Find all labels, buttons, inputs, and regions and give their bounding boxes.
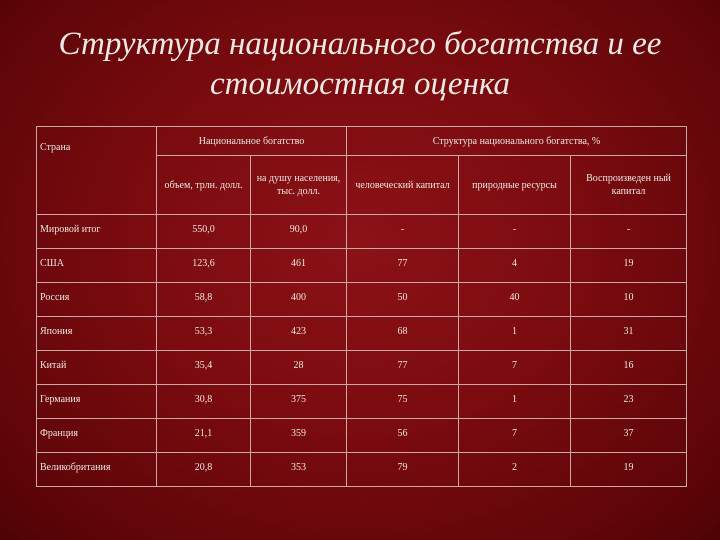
cell-natural-resources: 7	[459, 351, 571, 385]
header-country: Страна	[37, 127, 157, 215]
cell-country: Мировой итог	[37, 215, 157, 249]
cell-reproduced-capital: 31	[571, 317, 687, 351]
cell-human-capital: 56	[347, 419, 459, 453]
table-row	[37, 317, 687, 351]
table-row	[37, 249, 687, 283]
cell-reproduced-capital: 37	[571, 419, 687, 453]
header-volume: объем, трлн. долл.	[157, 156, 251, 215]
table-row	[37, 419, 687, 453]
table-row	[37, 215, 687, 249]
cell-natural-resources: 7	[459, 419, 571, 453]
cell-natural-resources: 40	[459, 283, 571, 317]
cell-per-capita: 359	[251, 419, 347, 453]
cell-country: Германия	[37, 385, 157, 419]
table-row	[37, 385, 687, 419]
table-row	[37, 453, 687, 487]
cell-volume: 20,8	[157, 453, 251, 487]
cell-human-capital: -	[347, 215, 459, 249]
slide-title-line-1: Структура национального богатства и ее	[58, 26, 662, 62]
cell-human-capital: 77	[347, 249, 459, 283]
cell-natural-resources: 2	[459, 453, 571, 487]
cell-per-capita: 375	[251, 385, 347, 419]
cell-human-capital: 68	[347, 317, 459, 351]
cell-human-capital: 50	[347, 283, 459, 317]
table-header-row	[37, 127, 687, 156]
cell-natural-resources: -	[459, 215, 571, 249]
cell-country: США	[37, 249, 157, 283]
cell-per-capita: 461	[251, 249, 347, 283]
cell-reproduced-capital: 16	[571, 351, 687, 385]
header-reproduced-capital: Воспроизведен ный капитал	[571, 156, 687, 215]
table-body	[37, 215, 687, 487]
header-human-capital: человеческий капитал	[347, 156, 459, 215]
cell-per-capita: 353	[251, 453, 347, 487]
cell-per-capita: 28	[251, 351, 347, 385]
cell-human-capital: 75	[347, 385, 459, 419]
cell-natural-resources: 1	[459, 317, 571, 351]
cell-natural-resources: 1	[459, 385, 571, 419]
cell-reproduced-capital: 23	[571, 385, 687, 419]
cell-volume: 30,8	[157, 385, 251, 419]
cell-country: Великобритания	[37, 453, 157, 487]
cell-volume: 53,3	[157, 317, 251, 351]
header-per-capita: на душу населения, тыс. долл.	[251, 156, 347, 215]
cell-volume: 21,1	[157, 419, 251, 453]
cell-volume: 550,0	[157, 215, 251, 249]
cell-per-capita: 423	[251, 317, 347, 351]
table-row	[37, 283, 687, 317]
cell-human-capital: 77	[347, 351, 459, 385]
header-national-wealth: Национальное богатство	[157, 127, 347, 156]
wealth-table	[36, 126, 687, 487]
slide-title-line-2: стоимостная оценка	[210, 66, 510, 102]
cell-volume: 58,8	[157, 283, 251, 317]
cell-volume: 35,4	[157, 351, 251, 385]
cell-country: Китай	[37, 351, 157, 385]
cell-volume: 123,6	[157, 249, 251, 283]
cell-natural-resources: 4	[459, 249, 571, 283]
table-row	[37, 351, 687, 385]
cell-country: Россия	[37, 283, 157, 317]
cell-reproduced-capital: 19	[571, 453, 687, 487]
cell-per-capita: 400	[251, 283, 347, 317]
header-natural-resources: природные ресурсы	[459, 156, 571, 215]
cell-per-capita: 90,0	[251, 215, 347, 249]
cell-country: Япония	[37, 317, 157, 351]
cell-human-capital: 79	[347, 453, 459, 487]
cell-reproduced-capital: -	[571, 215, 687, 249]
cell-reproduced-capital: 10	[571, 283, 687, 317]
slide-title	[0, 24, 720, 104]
cell-country: Франция	[37, 419, 157, 453]
cell-reproduced-capital: 19	[571, 249, 687, 283]
header-wealth-structure: Структура национального богатства, %	[347, 127, 687, 156]
